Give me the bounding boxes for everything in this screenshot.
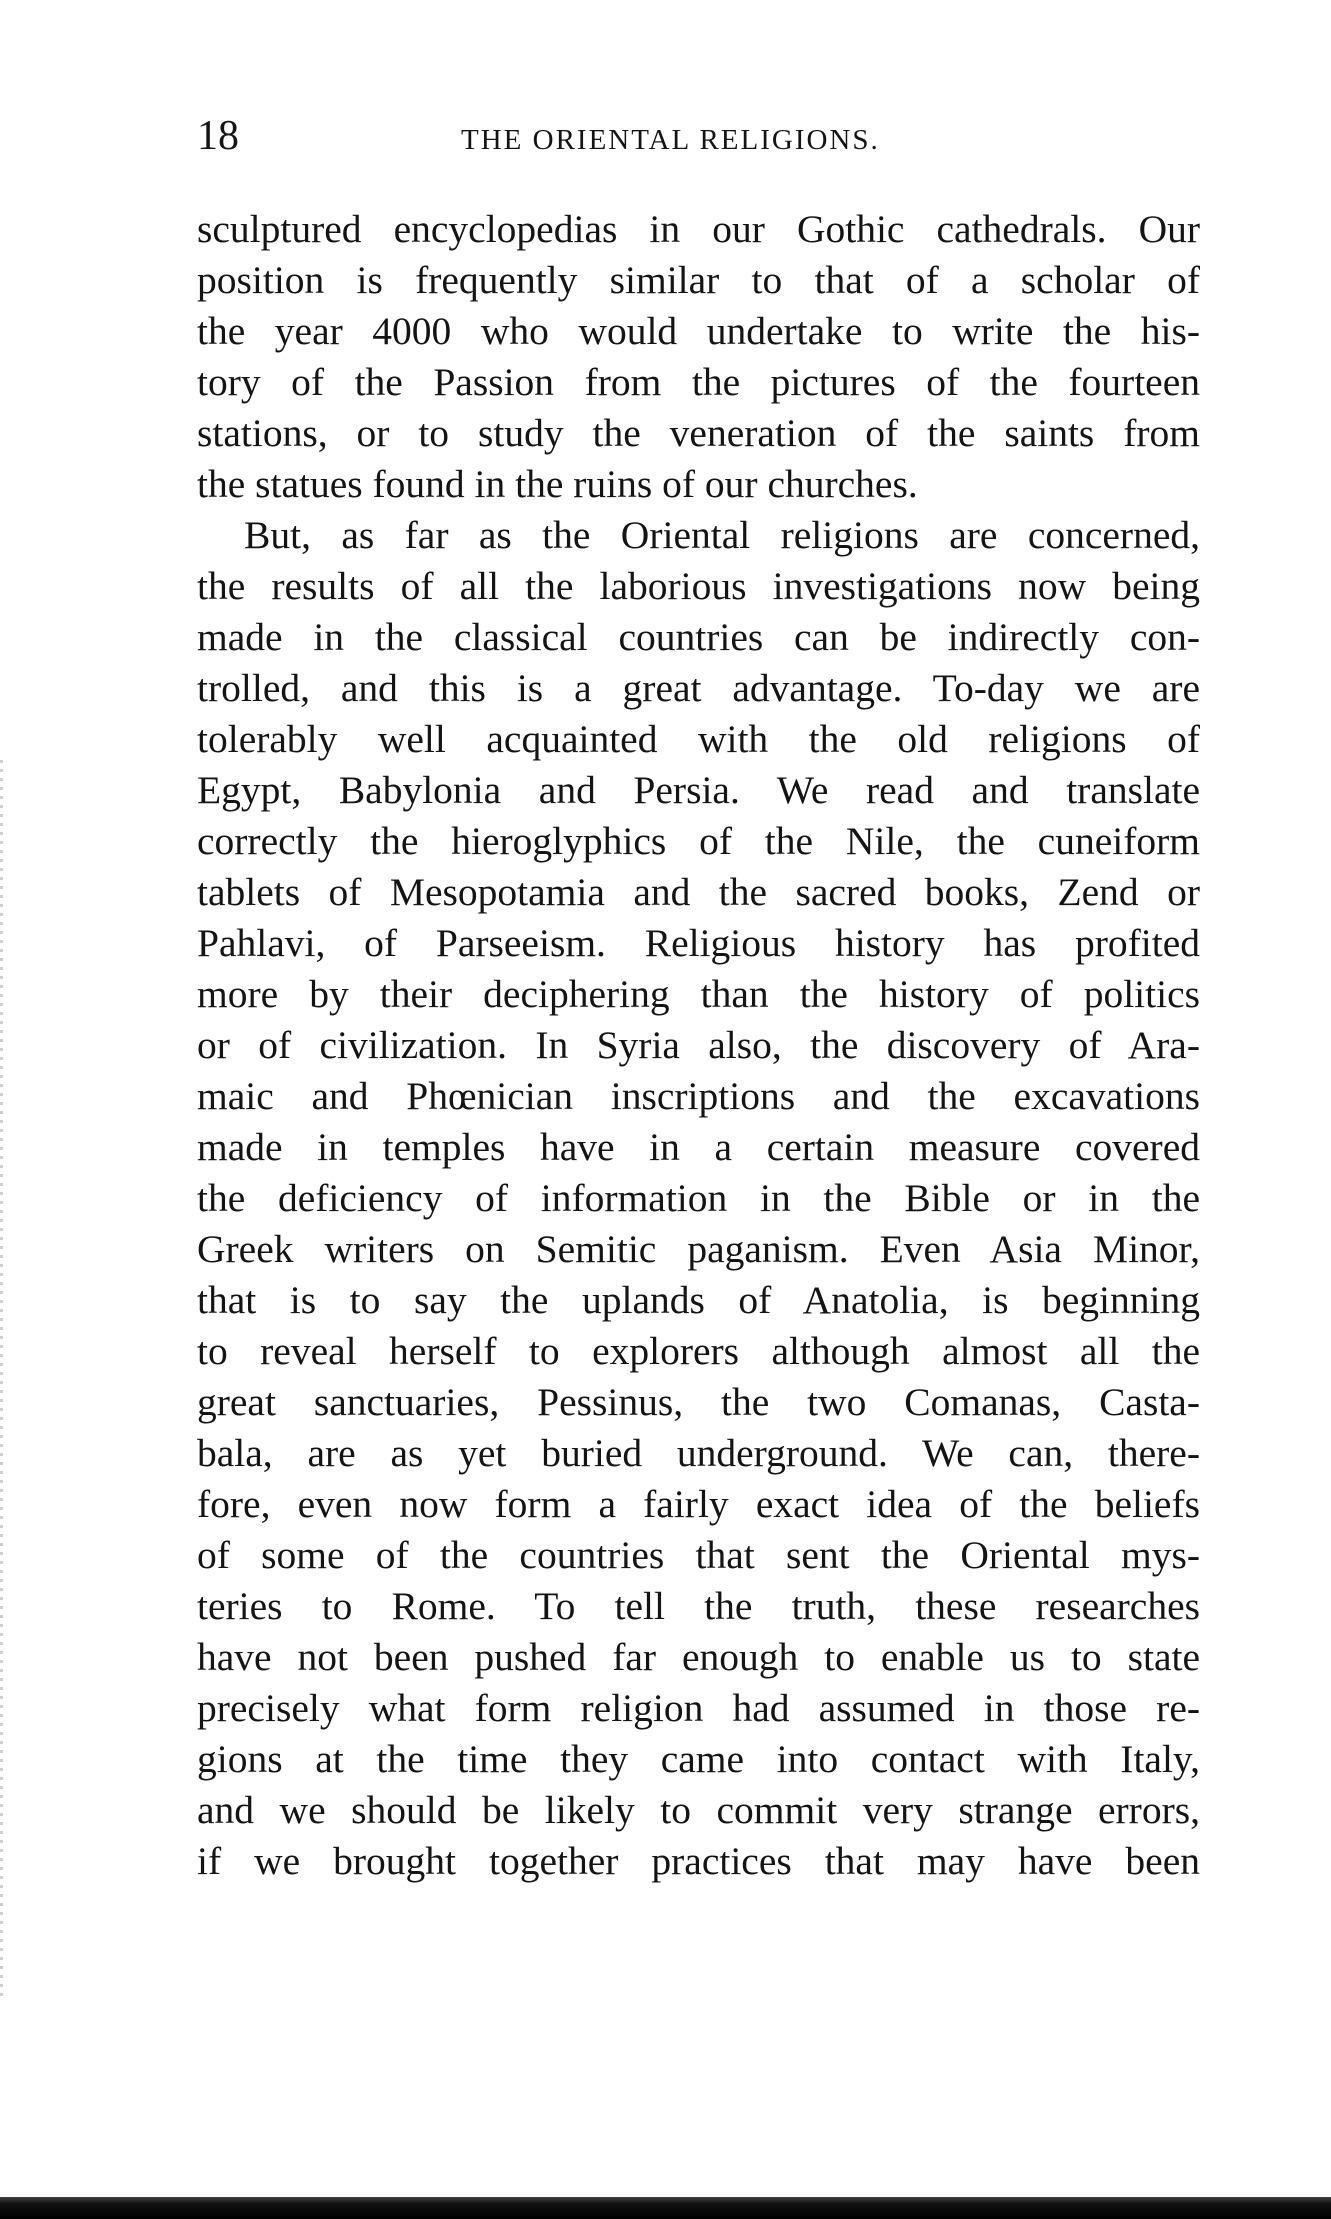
text-line: precisely what form religion had assumed in those re- — [197, 1686, 1200, 1730]
text-line: and we should be likely to commit very strange errors, — [197, 1788, 1200, 1832]
text-line: fore, even now form a fairly exact idea of the beliefs — [197, 1482, 1200, 1526]
text-line: made in temples have in a certain measure covered — [197, 1125, 1200, 1169]
text-line: great sanctuaries, Pessinus, the two Comanas, Casta- — [197, 1380, 1200, 1424]
text-line: the statues found in the ruins of our churches. — [197, 462, 918, 506]
text-line: made in the classical countries can be indirectly con- — [197, 615, 1200, 659]
text-line: that is to say the uplands of Anatolia, is beginning — [197, 1278, 1200, 1322]
text-line: the year 4000 who would undertake to write the his- — [197, 309, 1200, 353]
scan-edge-speckle — [0, 760, 3, 2000]
body-text — [197, 204, 1200, 1887]
text-line: more by their deciphering than the history of politics — [197, 972, 1200, 1016]
scan-bottom-edge — [0, 2197, 1331, 2219]
text-line: tory of the Passion from the pictures of the fourteen — [197, 360, 1200, 404]
text-line: But, as far as the Oriental religions are concerned, — [244, 513, 1200, 557]
text-line: tolerably well acquainted with the old religions of — [197, 717, 1200, 761]
text-line: correctly the hieroglyphics of the Nile, the cuneiform — [197, 819, 1200, 863]
text-line: the deficiency of information in the Bible or in the — [197, 1176, 1200, 1220]
text-line: trolled, and this is a great advantage. To-day we are — [197, 666, 1200, 710]
text-line: sculptured encyclopedias in our Gothic cathedrals. Our — [197, 207, 1200, 251]
text-line: Egypt, Babylonia and Persia. We read and translate — [197, 768, 1200, 812]
text-line: stations, or to study the veneration of the saints from — [197, 411, 1200, 455]
text-line: Pahlavi, of Parseeism. Religious history has profited — [197, 921, 1200, 965]
running-title: THE ORIENTAL RELIGIONS. — [461, 124, 880, 156]
page-number: 18 — [197, 113, 239, 159]
text-line: have not been pushed far enough to enable us to state — [197, 1635, 1200, 1679]
text-line: maic and Phœnician inscriptions and the excavations — [197, 1074, 1200, 1118]
text-line: gions at the time they came into contact with Italy, — [197, 1737, 1200, 1781]
text-line: bala, are as yet buried underground. We can, there- — [197, 1431, 1200, 1475]
text-line: position is frequently similar to that of a scholar of — [197, 258, 1200, 302]
running-head — [197, 106, 1197, 166]
text-line: to reveal herself to explorers although almost all the — [197, 1329, 1200, 1373]
text-line: if we brought together practices that may have been — [197, 1839, 1200, 1883]
text-line: or of civilization. In Syria also, the discovery of Ara- — [197, 1023, 1200, 1067]
text-line: tablets of Mesopotamia and the sacred books, Zend or — [197, 870, 1200, 914]
text-line: teries to Rome. To tell the truth, these researches — [197, 1584, 1200, 1628]
text-line: of some of the countries that sent the Oriental mys- — [197, 1533, 1200, 1577]
text-line: the results of all the laborious investigations now being — [197, 564, 1200, 608]
text-line: Greek writers on Semitic paganism. Even Asia Minor, — [197, 1227, 1200, 1271]
